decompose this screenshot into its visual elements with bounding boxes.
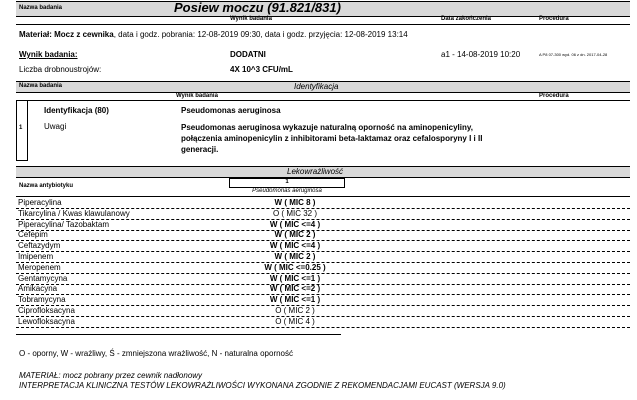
antibiotic-name: Lewofloksacyna bbox=[18, 316, 75, 326]
count-value: 4X 10^3 CFU/mL bbox=[230, 65, 293, 74]
antibiotic-row bbox=[16, 252, 630, 263]
antibiotic-row bbox=[16, 306, 630, 317]
antibiotic-header-divider bbox=[16, 196, 630, 197]
result-label: Wynik badania: bbox=[19, 50, 78, 59]
result-procedure: A P8 07-300 wyd. 06 z dn. 2017-04-28 bbox=[539, 52, 608, 57]
isolate-header-name: Pseudomonas aeruginosa bbox=[252, 188, 322, 194]
antibiotic-row bbox=[16, 241, 630, 252]
col-date-header: Data zakończenia bbox=[441, 16, 492, 22]
antibiotic-row bbox=[16, 284, 630, 295]
identification-value: Pseudomonas aeruginosa bbox=[181, 106, 281, 115]
notes-line: generacji. bbox=[181, 145, 219, 154]
susceptibility-section-title: Lekowrażliwość bbox=[287, 167, 344, 176]
antibiotic-result: W ( MIC 2 ) bbox=[274, 252, 316, 261]
antibiotic-name: Piperacylina/ Tazobaktam bbox=[18, 219, 110, 229]
antibiotic-result: W ( MIC <=0.25 ) bbox=[264, 262, 326, 272]
antibiotic-row bbox=[16, 209, 630, 220]
footer-interpretation: INTERPRETACJA KLINICZNA TESTÓW LEKOWRAŻLIWOŚCI WYKONANA ZGODNIE Z REKOMENDACJAMI EUCAST (WERSJA 9.0) bbox=[19, 381, 506, 390]
result-value: DODATNI bbox=[230, 50, 266, 59]
antibiotic-name: Gentamycyna bbox=[18, 273, 68, 283]
antibiotic-row bbox=[16, 317, 630, 328]
antibiotic-name: Ciprofloksacyna bbox=[18, 306, 75, 315]
antibiotic-name: Ceftazydym bbox=[18, 241, 61, 251]
antibiotic-name: Tobramycyna bbox=[18, 295, 66, 305]
table-end-divider bbox=[16, 334, 341, 335]
antibiotic-row bbox=[16, 263, 630, 274]
test-name-label: Nazwa badania bbox=[19, 5, 63, 11]
notes-line: Pseudomonas aeruginosa wykazuje naturalną oporność na aminopenicyliny, bbox=[181, 123, 473, 132]
antibiotic-row bbox=[16, 295, 630, 306]
isolate-number: 1 bbox=[19, 125, 23, 131]
antibiotic-result: W ( MIC 2 ) bbox=[274, 230, 316, 240]
antibiotic-name: Imipenem bbox=[18, 252, 54, 261]
antibiotic-row bbox=[16, 230, 630, 241]
page-title: Posiew moczu (91.821/831) bbox=[174, 0, 341, 15]
identification-section-title: Identyfikacja bbox=[294, 82, 339, 91]
antibiotic-col-header: Nazwa antybiotyku bbox=[19, 183, 74, 189]
notes-line: połączenia aminopenicylin z inhibitorami beta-laktamaz oraz cefalosporyny I i II bbox=[181, 134, 483, 143]
footer-material-note: MATERIAŁ: mocz pobrany przez cewnik nadłonowy bbox=[19, 371, 203, 380]
antibiotic-result: O ( MIC 4 ) bbox=[275, 316, 315, 326]
antibiotic-result: W ( MIC <=4 ) bbox=[269, 241, 321, 251]
material-label: Materiał: Mocz z cewnika bbox=[19, 30, 114, 39]
identification-col-result: Wynik badania bbox=[176, 93, 218, 99]
result-date: a1 - 14-08-2019 10:20 bbox=[441, 50, 521, 59]
antibiotic-row bbox=[16, 198, 630, 209]
antibiotic-result: W ( MIC <=1 ) bbox=[269, 295, 321, 305]
count-label: Liczba drobnoustrojów: bbox=[19, 65, 102, 74]
isolate-number-cell bbox=[16, 101, 28, 161]
isolate-header-number: 1 bbox=[285, 179, 289, 185]
identification-col-procedure: Procedura bbox=[539, 93, 569, 99]
col-result-header: Wynik badania bbox=[230, 16, 272, 22]
header-divider bbox=[16, 24, 630, 25]
identification-label: Identyfikacja (80) bbox=[44, 106, 109, 115]
antibiotic-name: Meropenem bbox=[18, 262, 61, 272]
antibiotic-result: O ( MIC 32 ) bbox=[272, 208, 317, 218]
identification-col-name: Nazwa badania bbox=[19, 83, 63, 89]
antibiotic-result: W ( MIC <=1 ) bbox=[269, 273, 321, 283]
material-line bbox=[19, 30, 408, 39]
antibiotic-name: Amikacyna bbox=[18, 284, 58, 294]
antibiotic-row bbox=[16, 220, 630, 231]
col-procedure-header: Procedura bbox=[539, 16, 569, 22]
antibiotic-name: Tikarcylina / Kwas klawulanowy bbox=[18, 208, 130, 218]
antibiotic-name: Piperacylina bbox=[18, 198, 62, 207]
notes-text bbox=[181, 122, 482, 155]
material-details: , data i godz. pobrania: 12-08-2019 09:30, data i godz. przyjęcia: 12-08-2019 13:14 bbox=[113, 30, 408, 39]
antibiotic-result: W ( MIC 8 ) bbox=[274, 198, 316, 207]
legend: O - oporny, W - wrażliwy, Ś - zmniejszona wrażliwość, N - naturalna oporność bbox=[19, 349, 294, 358]
identification-divider bbox=[16, 100, 630, 101]
antibiotic-result: O ( MIC 2 ) bbox=[275, 306, 315, 315]
antibiotic-name: Cefepim bbox=[18, 230, 48, 240]
antibiotic-result: W ( MIC <=4 ) bbox=[269, 219, 321, 229]
antibiotic-row bbox=[16, 274, 630, 285]
notes-label: Uwagi bbox=[44, 122, 67, 131]
antibiotic-result: W ( MIC <=2 ) bbox=[269, 284, 321, 294]
